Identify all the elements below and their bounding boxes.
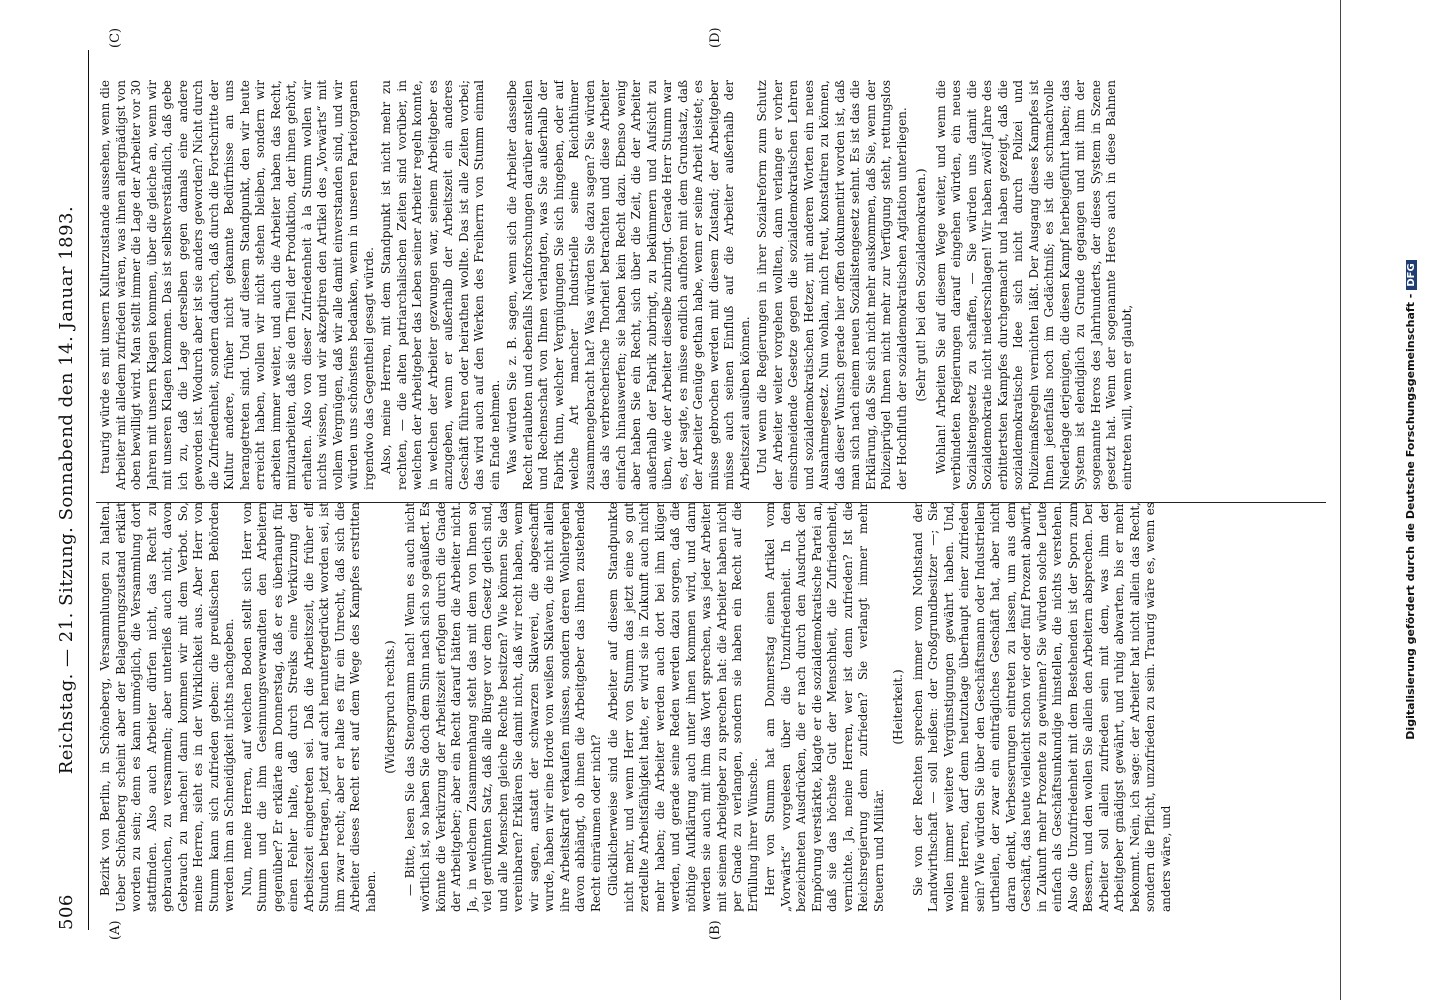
- margin-marker-c: (C): [108, 27, 123, 48]
- right-paragraph: Wohlan! Arbeiten Sie auf diesem Wege weiter, und wenn die verbündeten Regierungen darauf eingehen würden, ein neues Sozialistengesetz zu schaffen, — Sie würden uns damit die Sozialdemokratie nicht niederschlagen! Wir haben zwölf Jahre des erbittertsten Kampfes durchgemacht und haben gezeigt, daß die sozialdemokratische Idee sich nicht durch Polizei und Polizeimaßregeln vernichten läßt. Der Ausgang dieses Kampfes ist Ihnen jedenfalls noch im Gedächtniß; es ist die schmachvolle Niederlage derjenigen, die diesen Kampf herbeigeführt haben; das System ist elendiglich zu Grunde gegangen und mit ihm der sogenannte Heros des Jahrhunderts, der dieses System in Szene gesetzt hat. Wenn der sogenannte Heros auch in diese Bahnen eintreten will, wenn er glaubt,: [933, 80, 1134, 490]
- left-paragraph: Sie von der Rechten sprechen immer vom Nothstand der Landwirthschaft — soll heißen: der Großgrundbesitzer —; Sie wollen immer weitere Vergünstigungen gewährt haben. Und, meine Herren, darf denn heutzutage überhaupt einer zufrieden sein? Wie würden Sie über den Geschäftsmann oder Industriellen urtheilen, der zwar ein einträgliches Geschäft hat, aber nicht daran denkt, Verbesserungen eintreten zu lassen, um aus dem Geschäft, das heute vielleicht schon vier oder fünf Prozent abwirft, in Zukunft mehr Prozente zu gewinnen? Sie würden solche Leute einfach als Geschäftsunkundige hinstellen, die nichts verstehen. Also die Unzufriedenheit mit dem Bestehenden ist der Sporn zum Bessern, und den wollen Sie allein den Arbeitern absprechen. Der Arbeiter soll allein zufrieden sein mit dem, was ihm der Arbeitgeber gnädigst gewährt, und ruhig abwarten, bis er mehr bekommt. Nein, ich sage: der Arbeiter hat nicht allein das Recht, sondern die Pflicht, unzufrieden zu sein. Traurig wäre es, wenn es anders wäre, und: [910, 502, 1173, 912]
- digitization-credit: [1404, 0, 1417, 1000]
- left-paragraph: Glücklicherweise sind die Arbeiter auf diesem Standpunkte nicht mehr, und wenn Herr von Stumm das jetzt eine so gut zerdellte Arbeitsfähigkeit hatte, er wird sie in Zukunft auch nicht mehr haben; die Arbeiter werden auch dort bei ihm klüger werden, und gerade seine Reden werden dazu sorgen, daß die nöthige Aufklärung auch unter ihnen kommen wird, und dann werden sie auch mit ihm das Wort sprechen, was jeder Arbeiter mit seinem Arbeitgeber zu sprechen hat: die Arbeiter haben nicht per Gnade zu verlangen, sondern sie haben ein Recht auf die Erfüllung ihrer Wünsche.: [606, 502, 760, 912]
- page-header: [56, 50, 82, 930]
- header-rule: [88, 50, 89, 930]
- right-paragraph: Und wenn die Regierungen in ihrer Sozialreform zum Schutz der Arbeiter weiter vorgehen wollten, dann verlange er vorher einschneidende Gesetze gegen die sozialdemokratischen Lehren und sozialdemokratischen Hetzer, mit anderen Worten ein neues Ausnahmegesetz. Nun wohlan, mich freut, konstatiren zu können, daß dieser Wunsch gerade hier offen dokumentirt worden ist, daß man sich nach einem neuen Sozialistengesetz sehnt. Es ist das die Erklärung, daß Sie sich nicht mehr auskommen, daß Sie, wenn der Polizeiprügel Ihnen nicht mehr zur Verfügung steht, rettungslos der Hochfluth der sozialdemokratischen Agitation unterliegen.: [755, 80, 909, 490]
- left-paragraph: Herr von Stumm hat am Donnerstag einen Artikel vom „Vorwärts“ vorgelesen über die Unzufriedenheit. In den bezeichneten Ausdrücken, die er nach durch den Ausdruck der Empörung verstärkte, klagte er die sozialdemokratische Partei an, daß sie das höchste Gut der Menschheit, die Zufriedenheit, vernichte. Ja, meine Herren, wer ist denn zufrieden? Ist die Reichsregierung denn zufrieden? Sie verlangt immer mehr Steuern und Militär.: [763, 502, 886, 912]
- right-column: [98, 80, 1326, 490]
- left-paragraph: Bezirk von Berlin, in Schöneberg, Versammlungen zu halten. Ueber Schöneberg scheint aber der Belagerungszustand erklärt worden zu sein; denn es kann unmöglich, die Versammlung dort stattfinden. Also auch Arbeiter dürfen nicht, das Recht zu gebrauchen, zu versammeln; aber unterließ auch nicht, davon Gebrauch zu machen! dann kommen wir mit dem Verbot. So, meine Herren, sieht es in der Wirklichkeit aus. Aber Herr von Stumm kann sich zufrieden geben: die preußischen Behörden werden ihm an Schneidigkeit nichts nachgeben.: [98, 502, 236, 912]
- dfg-logo: DFG: [1406, 260, 1417, 289]
- right-paragraph: Also, meine Herren, mit dem Standpunkt ist nicht mehr zu rechten, — die alten patriarchalischen Zeiten sind vorüber, in welchen der Arbeitgeber das Leben seiner Arbeiter regeln konnte, in welchen der Arbeiter gezwungen war, seinem Arbeitgeber es anzugeben, wenn er außerhalb der Arbeitszeit ein anderes Geschäft führen oder heirathen wollte. Das ist alle Zeiten vorbei; das wird auch auf den Werken des Freiherrn von Stumm einmal ein Ende nehmen.: [379, 80, 502, 490]
- column-divider: [96, 502, 1326, 503]
- credit-text: Digitalisierung gefördert durch die Deutsche Forschungsgemeinschaft -: [1404, 293, 1417, 740]
- margin-marker-b: (B): [708, 920, 723, 940]
- running-title: Reichstag. — 21. Sitzung. Sonnabend den 14. Januar 1893.: [56, 205, 77, 775]
- left-stage-direction: (Heiterkeit.): [891, 669, 905, 745]
- page-number: 506: [56, 894, 77, 930]
- margin-marker-d: (D): [708, 27, 723, 48]
- right-stage-direction: (Sehr gut! bei den Sozialdemokraten.): [914, 168, 928, 402]
- right-paragraph: traurig würde es mit unsern Kulturzustande aussehen, wenn die Arbeiter mit alledem zufrieden wären, was ihnen allergnädigst von oben bewilligt wird. Man stellt immer die Lage der Arbeiter vor 30 Jahren mit unsern Klagen kommen, über die gleiche an, wenn wir mit unseren Klagen kommen. Das ist selbstverständlich, daß gebe ich zu, daß die Lage derselben gegen damals eine andere geworden ist. Wodurch aber ist sie anders geworden? Nicht durch die Zufriedenheit, sondern dadurch, daß durch die Fortschritte der Kultur andere, früher nicht gekannte Bedürfnisse an uns herangetreten sind. Und auf diesem Standpunkt, den wir heute erreicht haben, wollen wir nicht stehen bleiben, sondern wir arbeiten immer weiter, und auch die Arbeiter haben das Recht, mitzuarbeiten, daß sie den Theil der Produktion, der ihnen gehört, erhalten. Also von dieser Zufriedenheit à la Stumm wollen wir nichts wissen, und wir akzeptiren den Artikel des „Vorwärts“ mit vollem Vergnügen, daß wir alle damit einverstanden sind, und wir würden uns schönstens bedanken, wenn in unseren Parteiorganen irgendwo das Gegentheil gesagt würde.: [98, 80, 376, 490]
- scan-edge-line: [1340, 0, 1341, 1000]
- left-column: [98, 502, 1326, 912]
- left-stage-direction: (Widerspruch rechts.): [383, 640, 397, 774]
- right-paragraph: Was würden Sie z. B. sagen, wenn sich die Arbeiter dasselbe Recht erlaubten und ebenfalls Nachforschungen darüber anstellen und Rechenschaft von Ihnen verlangten, was Sie außerhalb der Fabrik thun, welcher Vergnügungen Sie sich hingeben, oder auf welche Art mancher Industrielle seine Reichthümer zusammengebracht hat? Was würden Sie dazu sagen? Sie würden das als verbrecherische Thorheit betrachten und diese Arbeiter einfach hinauswerfen; sie haben kein Recht dazu. Ebenso wenig aber haben Sie ein Recht, sich über die Zeit, die der Arbeiter außerhalb der Fabrik zubringt, zu bekümmern und Aufsicht zu üben, wie der Arbeiter dieselbe zubringt. Gerade Herr Stumm war es, der sagte, es müsse endlich aufhören mit dem Grundsatz, daß der Arbeiter Genüge gethan habe, wenn er seine Arbeit leistet; es müsse gebrochen werden mit diesem Zustand; der Arbeitgeber müsse auch seinen Einfluß auf die Arbeiter außerhalb der Arbeitszeit ausüben können.: [505, 80, 752, 490]
- left-paragraph: — Bitte, lesen Sie das Stenogramm nach! Wenn es auch nicht wörtlich ist, so haben Sie doch dem Sinn nach sich so geäußert. Es könnte die Verkürzung der Arbeitszeit erfolgen durch die Gnade der Arbeitgeber; aber ein Recht darauf hätten die Arbeiter nicht. Ja, in welchem Zusammenhang steht das mit dem von Ihnen so viel gerühmten Satz, daß alle Bürger vor dem Gesetz gleich sind, und alle Menschen gleiche Rechte besitzen? Wie können Sie das vereinbaren? Erklären Sie damit nicht, daß wir recht haben, wenn wir sagen, anstatt der schwarzen Sklaverei, die abgeschafft wurde, haben wir eine Horde von weißen Sklaven, die nicht allein ihre Arbeitskraft verkaufen müssen, sondern deren Wohlergehen davon abhängt, ob ihnen die Arbeitgeber das ihnen zustehende Recht einräumen oder nicht?: [402, 502, 603, 912]
- left-paragraph: Nun, meine Herren, auf welchen Boden stellt sich Herr von Stumm und die ihm Gesinnungsverwandten den Arbeitern gegenüber? Er erklärte am Donnerstag, daß er es überhaupt für einen Fehler halte, daß durch Streiks eine Verkürzung der Arbeitszeit eingetreten sei. Daß die Arbeitszeit, die früher elf Stunden betragen, jetzt auf acht heruntergedrückt worden sei, ist ihm zwar recht; aber er halte es für ein Unrecht, daß sich die Arbeiter dieses Recht erst auf dem Wege des Kampfes erstritten haben.: [239, 502, 378, 912]
- margin-marker-a: (A): [108, 920, 123, 940]
